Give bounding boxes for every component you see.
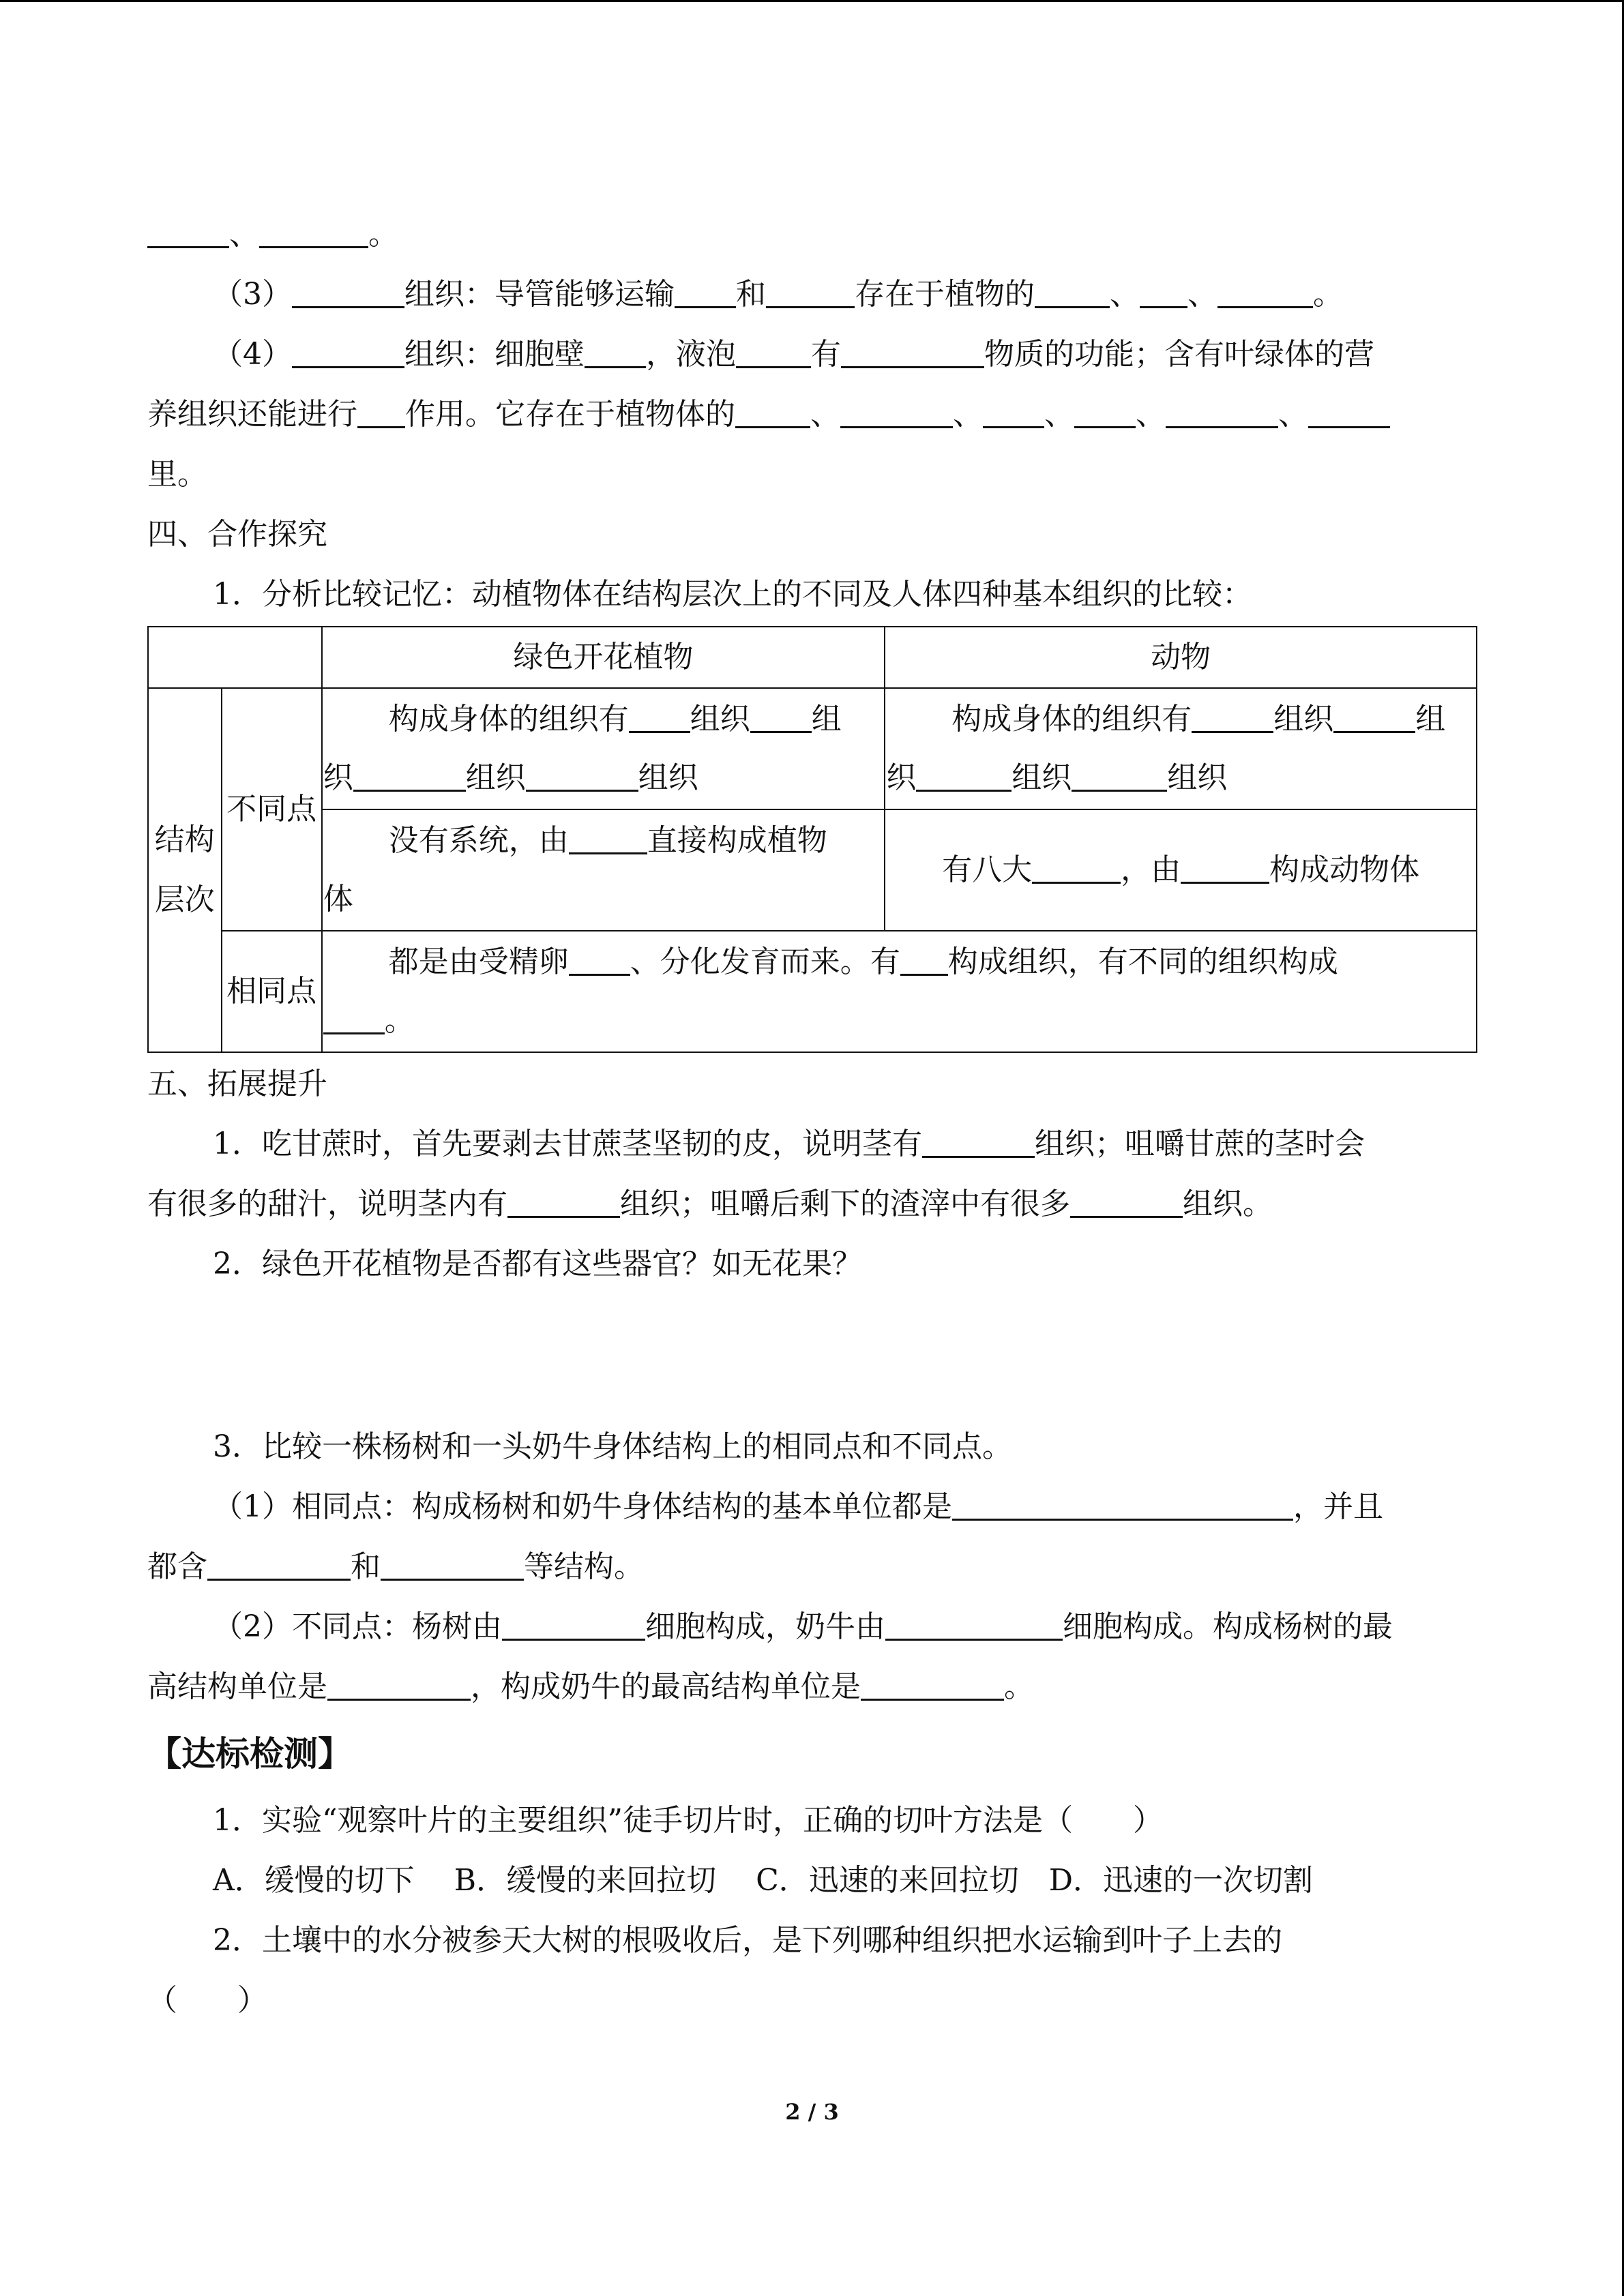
- blank[interactable]: [1308, 393, 1390, 428]
- table-corner-cell: [148, 627, 322, 688]
- blank[interactable]: [292, 273, 404, 308]
- blank[interactable]: [1217, 273, 1313, 308]
- blank[interactable]: [292, 333, 404, 368]
- blank[interactable]: [569, 941, 630, 976]
- answer-space[interactable]: [147, 1294, 1477, 1417]
- plant-tissues-cell: 构成身体的组织有 组织 组 织 组织 组织: [322, 688, 885, 809]
- table-row: [148, 809, 1477, 931]
- question-2: 2．绿色开花植物是否都有这些器官？如无花果？: [213, 1247, 862, 1281]
- blank[interactable]: [916, 757, 1012, 792]
- same-points-cell: 都是由受精卵 、分化发育而来。有 构成组织，有不同的组织构成 。: [322, 931, 1477, 1052]
- blank[interactable]: [1032, 849, 1121, 884]
- blank[interactable]: [885, 1606, 1063, 1641]
- blank[interactable]: [381, 1546, 524, 1581]
- blank[interactable]: [861, 1666, 1004, 1701]
- blank[interactable]: [507, 1183, 620, 1218]
- test-question-2: 2．土壤中的水分被参天大树的根吸收后，是下列哪种组织把水运输到叶子上去的: [213, 1923, 1282, 1958]
- test-question-1: 1．实验“观察叶片的主要组织”徒手切片时，正确的切叶方法是（ ）: [213, 1803, 1163, 1838]
- item-4-continuation: 养组织还能进行 作用。它存在于植物体的 、 、 、 、 、: [147, 385, 1477, 445]
- blank[interactable]: [353, 757, 466, 792]
- blank[interactable]: [357, 393, 405, 428]
- animal-system-cell: 有八大 ，由 构成动物体: [885, 809, 1477, 931]
- column-header-plant: 绿色开花植物: [322, 627, 885, 688]
- column-header-animal: 动物: [885, 627, 1477, 688]
- row-header-same: 相同点: [222, 931, 322, 1052]
- line-end: 里。: [147, 457, 207, 492]
- question: 1．分析比较记忆：动植物体在结构层次上的不同及人体四种基本组织的比较：: [213, 577, 1252, 612]
- table-row: [148, 931, 1477, 1052]
- blank[interactable]: [323, 1000, 385, 1034]
- test-question-1-options: A．缓慢的切下 B．缓慢的来回拉切 C．迅速的来回拉切 D．迅速的一次切割: [213, 1863, 1314, 1898]
- blank[interactable]: [1074, 393, 1136, 428]
- row-header-structure: 结构层次: [148, 688, 222, 1052]
- blank[interactable]: [259, 213, 368, 248]
- blank[interactable]: [629, 698, 690, 733]
- test-section-heading: 【达标检测】: [147, 1734, 352, 1774]
- blank[interactable]: [526, 757, 638, 792]
- question-1-continuation: 有很多的甜汁，说明茎内有 组织；咀嚼后剩下的渣滓中有很多 组织。: [147, 1174, 1477, 1234]
- table-row: [148, 688, 1477, 809]
- blank[interactable]: [675, 273, 736, 308]
- section-heading: 五、拓展提升: [147, 1067, 327, 1101]
- blank[interactable]: [766, 273, 855, 308]
- blank[interactable]: [922, 1123, 1035, 1158]
- comparison-table: [147, 626, 1477, 1053]
- blank[interactable]: [900, 941, 948, 976]
- document-page: [147, 205, 1477, 2031]
- blank[interactable]: [1333, 698, 1415, 733]
- table-header-row: [148, 627, 1477, 688]
- question-3-part-1-continuation: 都含 和 等结构。: [147, 1537, 1477, 1597]
- blank[interactable]: [750, 698, 812, 733]
- item-4-line: （4） 组织：细胞壁 ，液泡 有 物质的功能；含有叶绿体的营: [147, 325, 1477, 385]
- blank[interactable]: [585, 333, 646, 368]
- blank[interactable]: [952, 1486, 1293, 1521]
- blank[interactable]: [841, 333, 984, 368]
- test-question-2-answer-paren: （ ）: [147, 1983, 267, 2018]
- blank[interactable]: [1035, 273, 1110, 308]
- blank[interactable]: [983, 393, 1044, 428]
- item-3-line: （3） 组织：导管能够运输 和 存在于植物的 、 、 。: [147, 265, 1477, 325]
- blank[interactable]: [1140, 273, 1187, 308]
- blank[interactable]: [735, 393, 810, 428]
- blank[interactable]: [1072, 757, 1167, 792]
- blank[interactable]: [1192, 698, 1273, 733]
- blank[interactable]: [569, 820, 647, 854]
- blank[interactable]: [1070, 1183, 1183, 1218]
- question-3: 3．比较一株杨树和一头奶牛身体结构上的相同点和不同点。: [213, 1429, 1012, 1464]
- section-heading: 四、合作探究: [147, 517, 327, 552]
- blank[interactable]: [1181, 849, 1269, 884]
- blank[interactable]: [147, 213, 229, 248]
- plant-system-cell: 没有系统，由 直接构成植物 体: [322, 809, 885, 931]
- blank[interactable]: [736, 333, 811, 368]
- question-1: 1．吃甘蔗时，首先要剥去甘蔗茎坚韧的皮，说明茎有 组织；咀嚼甘蔗的茎时会: [147, 1114, 1477, 1174]
- blank[interactable]: [502, 1606, 645, 1641]
- question-3-part-2-continuation: 高结构单位是 ，构成奶牛的最高结构单位是 。: [147, 1657, 1477, 1717]
- animal-tissues-cell: 构成身体的组织有 组织 组 织 组织 组织: [885, 688, 1477, 809]
- page-number: 2 / 3: [785, 2099, 839, 2125]
- row-header-difference: 不同点: [222, 688, 322, 931]
- question-3-part-1: （1）相同点：构成杨树和奶牛身体结构的基本单位都是 ，并且: [147, 1477, 1477, 1537]
- line-continuation: 、 。: [147, 205, 1477, 265]
- blank[interactable]: [207, 1546, 351, 1581]
- blank[interactable]: [840, 393, 953, 428]
- page-top-edge: [0, 0, 1624, 2]
- blank[interactable]: [327, 1666, 471, 1701]
- blank[interactable]: [1166, 393, 1278, 428]
- question-3-part-2: （2）不同点：杨树由 细胞构成，奶牛由 细胞构成。构成杨树的最: [147, 1597, 1477, 1657]
